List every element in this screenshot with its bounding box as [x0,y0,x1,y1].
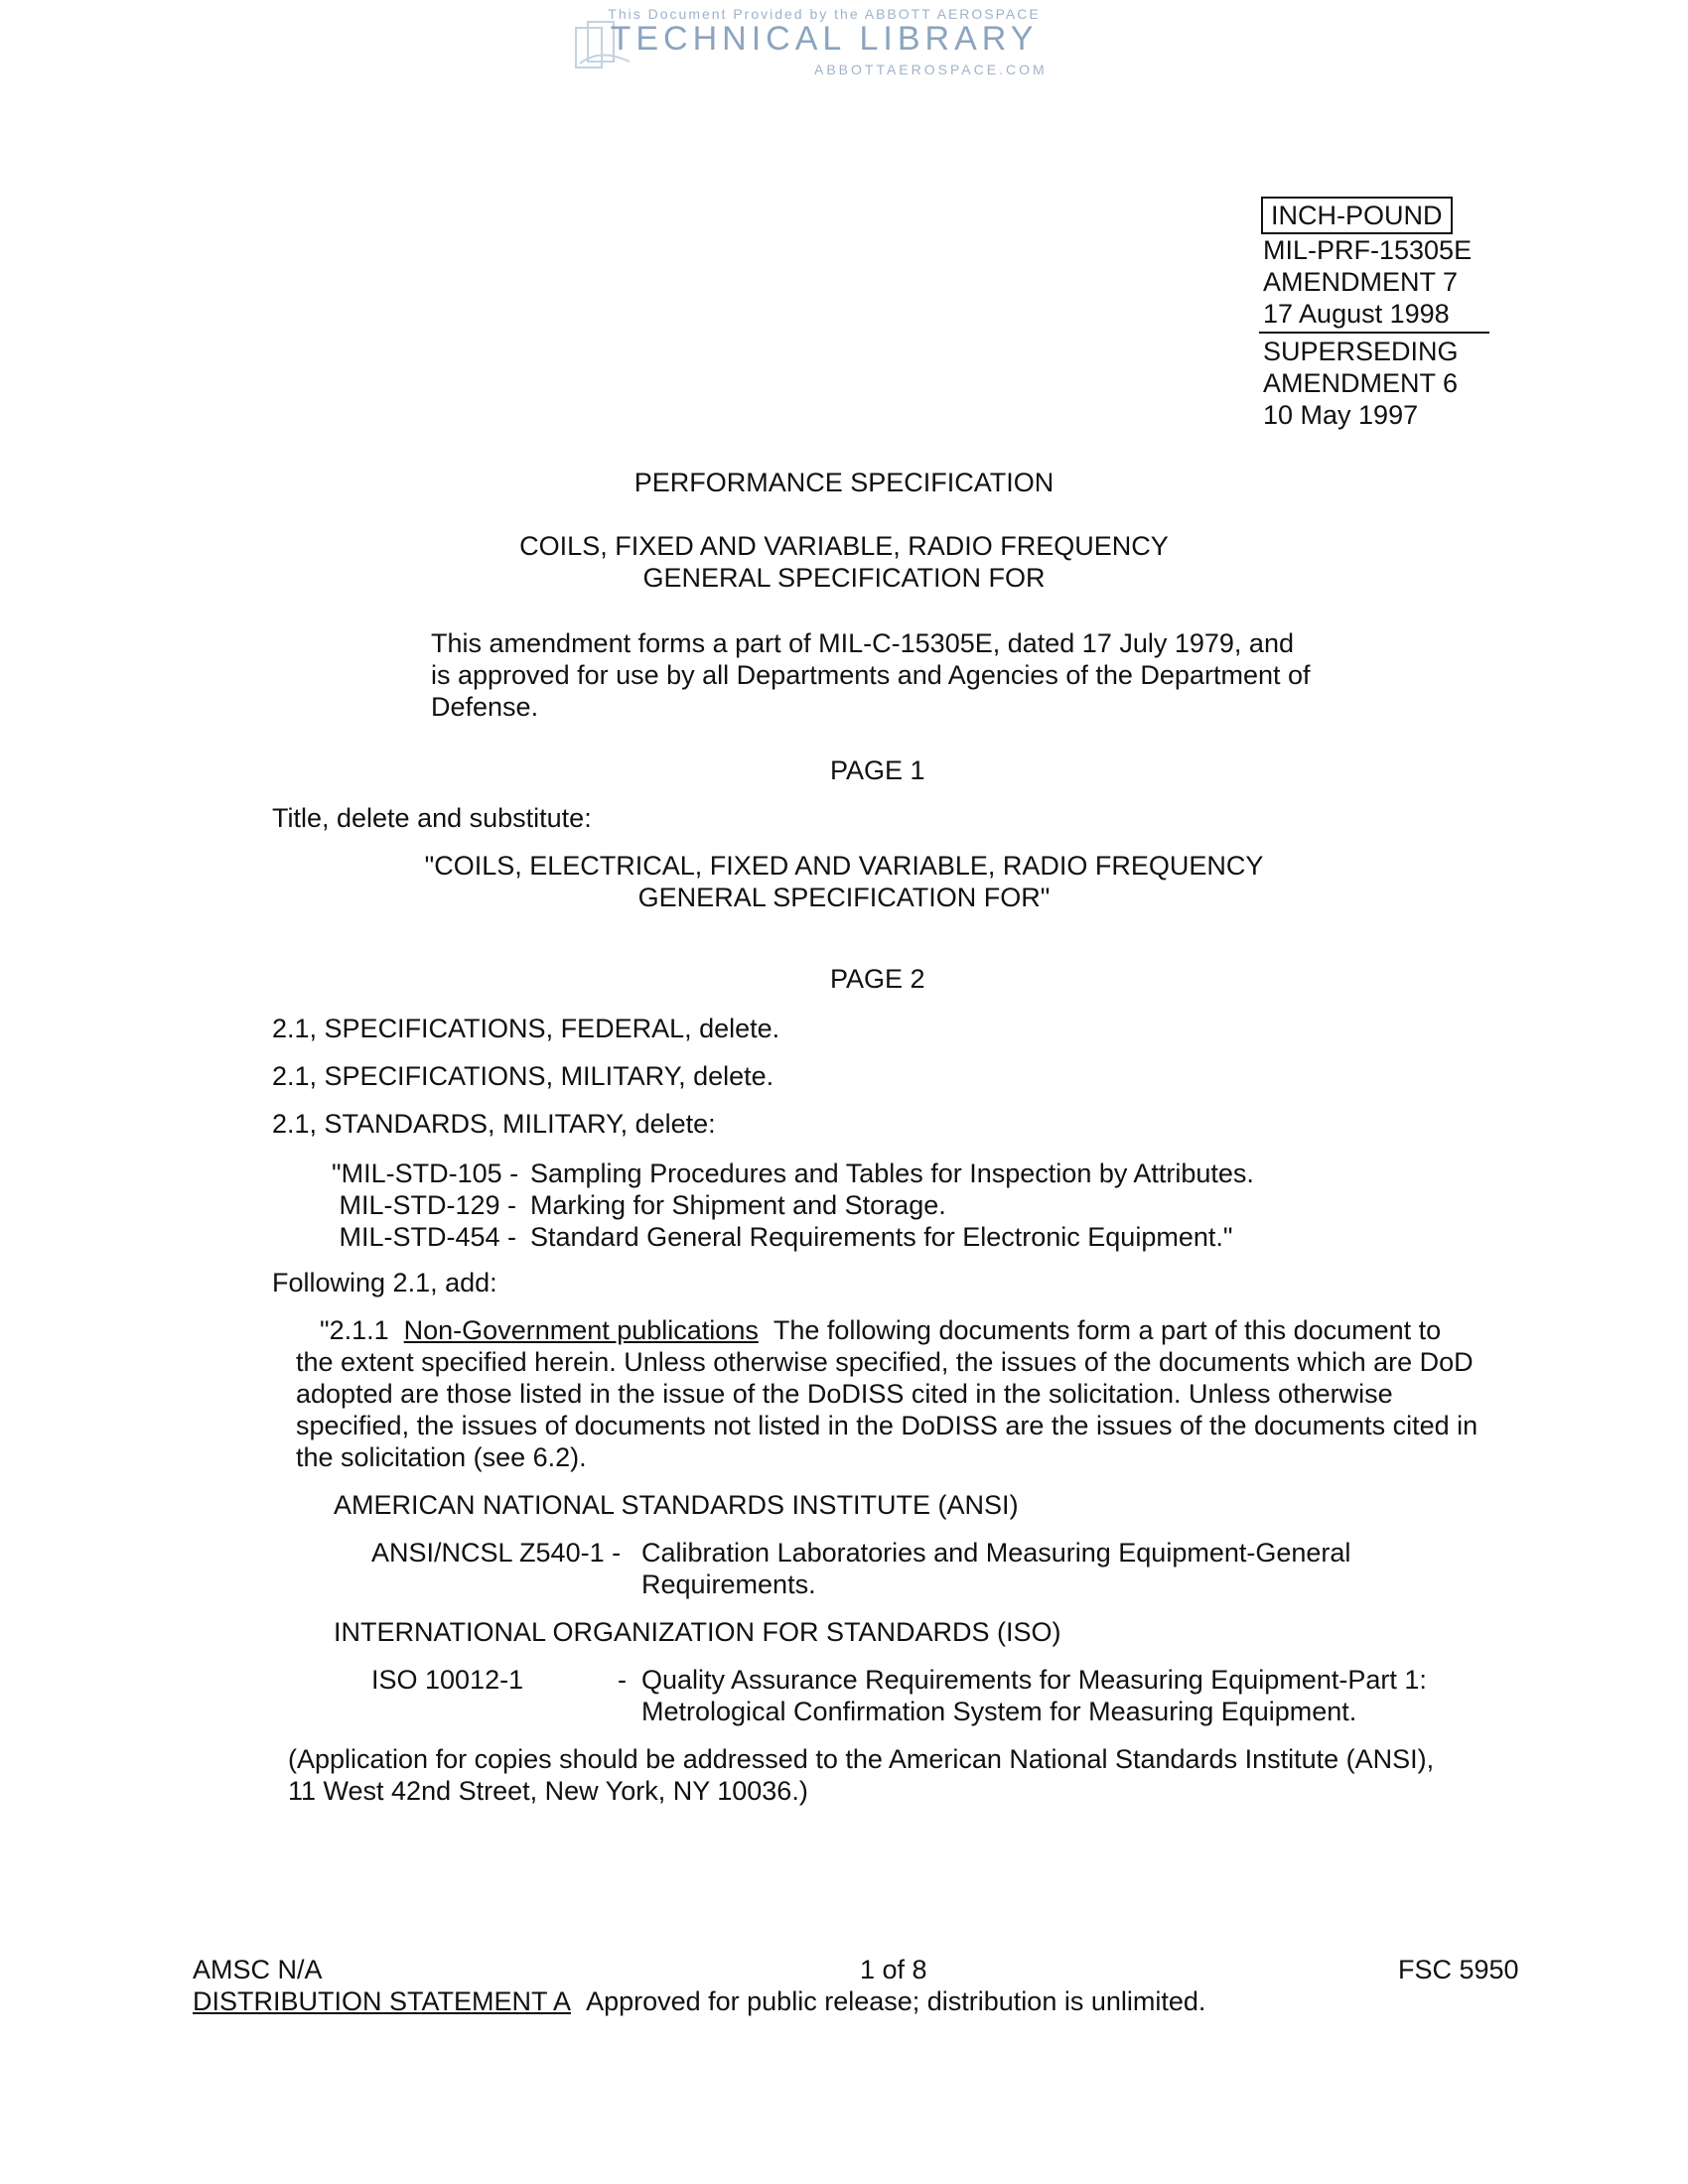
iso-code: ISO 10012-1 [371,1665,524,1695]
para-first-line [320,1314,1441,1346]
iso-organization: INTERNATIONAL ORGANIZATION FOR STANDARDS (ISO) [334,1617,1061,1647]
iso-description-line2: Metrological Confirmation System for Measuring Equipment. [641,1697,1357,1726]
page2-item2: 2.1, SPECIFICATIONS, MILITARY, delete. [272,1061,774,1091]
amendment-number: AMENDMENT 7 [1263,267,1459,297]
standard-description: Marking for Shipment and Storage. [530,1190,946,1220]
para-number: "2.1.1 [320,1315,389,1345]
intro-line2: is approved for use by all Departments and Agencies of the Department of [431,660,1311,690]
ansi-description-line1: Calibration Laboratories and Measuring Equipment-General [641,1538,1351,1568]
standard-description: Sampling Procedures and Tables for Inspection by Attributes. [530,1159,1254,1188]
distribution-label: DISTRIBUTION STATEMENT A [193,1986,572,2016]
spec-title-line2: GENERAL SPECIFICATION FOR [642,563,1046,593]
para-line2: the extent specified herein. Unless otherwise specified, the issues of the documents which are DoD [296,1347,1474,1377]
new-title-line2: GENERAL SPECIFICATION FOR" [637,883,1051,912]
para-heading: Non-Government publications [403,1315,759,1345]
page2-item1: 2.1, SPECIFICATIONS, FEDERAL, delete. [272,1014,780,1043]
watermark-url: ABBOTTAEROSPACE.COM [814,62,1048,77]
page1-instruction: Title, delete and substitute: [272,803,592,833]
page1-heading: PAGE 1 [830,755,925,785]
para-line1-text: The following documents form a part of this document to [773,1315,1442,1345]
standard-description: Standard General Requirements for Electronic Equipment." [530,1222,1233,1252]
iso-description-line1: Quality Assurance Requirements for Measuring Equipment-Part 1: [641,1665,1427,1695]
amendment-date: 17 August 1998 [1263,299,1450,329]
superseding-label: SUPERSEDING [1263,337,1459,366]
inch-pound-stamp: INCH-POUND [1261,197,1453,234]
para-line4: specified, the issues of documents not listed in the DoDISS are the issues of the documents cited in [296,1411,1478,1440]
spec-type: PERFORMANCE SPECIFICATION [633,468,1055,497]
page2-item3: 2.1, STANDARDS, MILITARY, delete: [272,1109,716,1139]
page-number: 1 of 8 [860,1955,927,1984]
list-item [332,1158,1254,1189]
page2-heading: PAGE 2 [830,964,925,994]
new-title-line1: "COILS, ELECTRICAL, FIXED AND VARIABLE, RADIO FREQUENCY [424,851,1264,881]
previous-amendment: AMENDMENT 6 [1263,368,1459,398]
document-id: MIL-PRF-15305E [1263,235,1473,265]
spec-title-line1: COILS, FIXED AND VARIABLE, RADIO FREQUENCY [519,531,1169,561]
distribution-text: Approved for public release; distribution is unlimited. [586,1986,1206,2016]
ansi-description-line2: Requirements. [641,1570,816,1599]
watermark [566,4,1082,79]
watermark-title: TECHNICAL LIBRARY [610,20,1039,58]
standard-code: MIL-STD-129 - [332,1190,517,1220]
watermark-top-text: This Document Provided by the ABBOTT AEROSPACE [608,6,1041,22]
standard-code: MIL-STD-454 - [332,1222,517,1252]
ansi-organization: AMERICAN NATIONAL STANDARDS INSTITUTE (ANSI) [334,1490,1019,1520]
para-line5: the solicitation (see 6.2). [296,1442,587,1472]
standards-list [332,1158,1254,1253]
standard-code: "MIL-STD-105 - [332,1159,519,1188]
amsc-label: AMSC N/A [193,1955,323,1984]
list-item [332,1221,1254,1253]
intro-line1: This amendment forms a part of MIL-C-15305E, dated 17 July 1979, and [431,628,1294,658]
following-instruction: Following 2.1, add: [272,1268,497,1297]
iso-dash: - [618,1665,627,1695]
fsc-code: FSC 5950 [1398,1955,1519,1984]
ansi-code: ANSI/NCSL Z540-1 - [371,1538,622,1568]
intro-line3: Defense. [431,692,539,722]
application-note-line2: 11 West 42nd Street, New York, NY 10036.) [288,1776,808,1806]
distribution-statement [193,1985,1205,2017]
previous-date: 10 May 1997 [1263,400,1419,430]
para-line3: adopted are those listed in the issue of the DoDISS cited in the solicitation. Unless otherwise [296,1379,1393,1409]
application-note-line1: (Application for copies should be addressed to the American National Standards Institute (ANSI), [288,1744,1435,1774]
id-divider [1259,332,1489,334]
document-identification [1259,197,1489,431]
list-item [332,1189,1254,1221]
